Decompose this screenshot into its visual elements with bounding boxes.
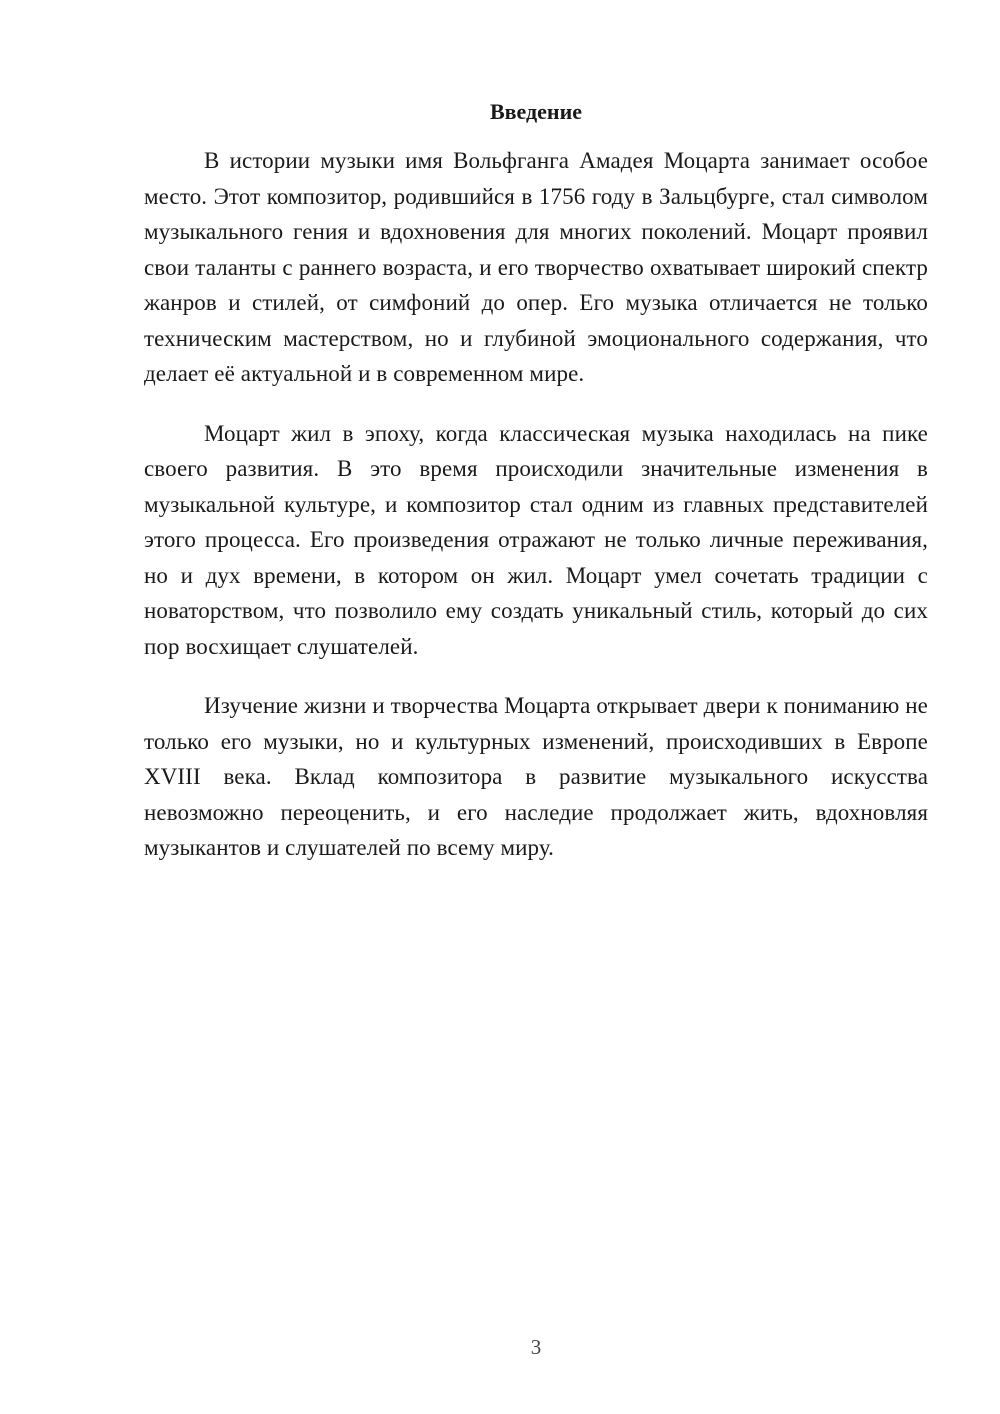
- paragraph-1: В истории музыки имя Вольфганга Амадея Моцарта занимает особое место. Этот композитор, родившийся в 1756 году в Зальцбурге, стал символом музыкального гения и вдохновения для многих поколений. Моцарт проявил свои таланты с раннего возраста, и его творчество охватывает широкий спектр жанров и стилей, от симфоний до опер. Его музыка отличается не только техническим мастерством, но и глубиной эмоционального содержания, что делает её актуальной и в современном мире.: [144, 148, 928, 386]
- paragraph-3: Изучение жизни и творчества Моцарта открывает двери к пониманию не только его музыки, но и культурных изменений, происходивших в Европе XVIII века. Вклад композитора в развитие музыкального искусства невозможно переоценить, и его наследие продолжает жить, вдохновляя музыкантов и слушателей по всему миру.: [144, 693, 928, 860]
- page-number: 3: [530, 1335, 542, 1359]
- body-text: [144, 143, 928, 890]
- section-heading: Введение: [489, 99, 583, 124]
- paragraph-2: Моцарт жил в эпоху, когда классическая музыка находилась на пике своего развития. В это время происходили значительные изменения в музыкальной культуре, и композитор стал одним из главных представителей этого процесса. Его произведения отражают не только личные переживания, но и дух времени, в котором он жил. Моцарт умел сочетать традиции с новаторством, что позволило ему создать уникальный стиль, который до сих пор восхищает слушателей.: [144, 420, 928, 659]
